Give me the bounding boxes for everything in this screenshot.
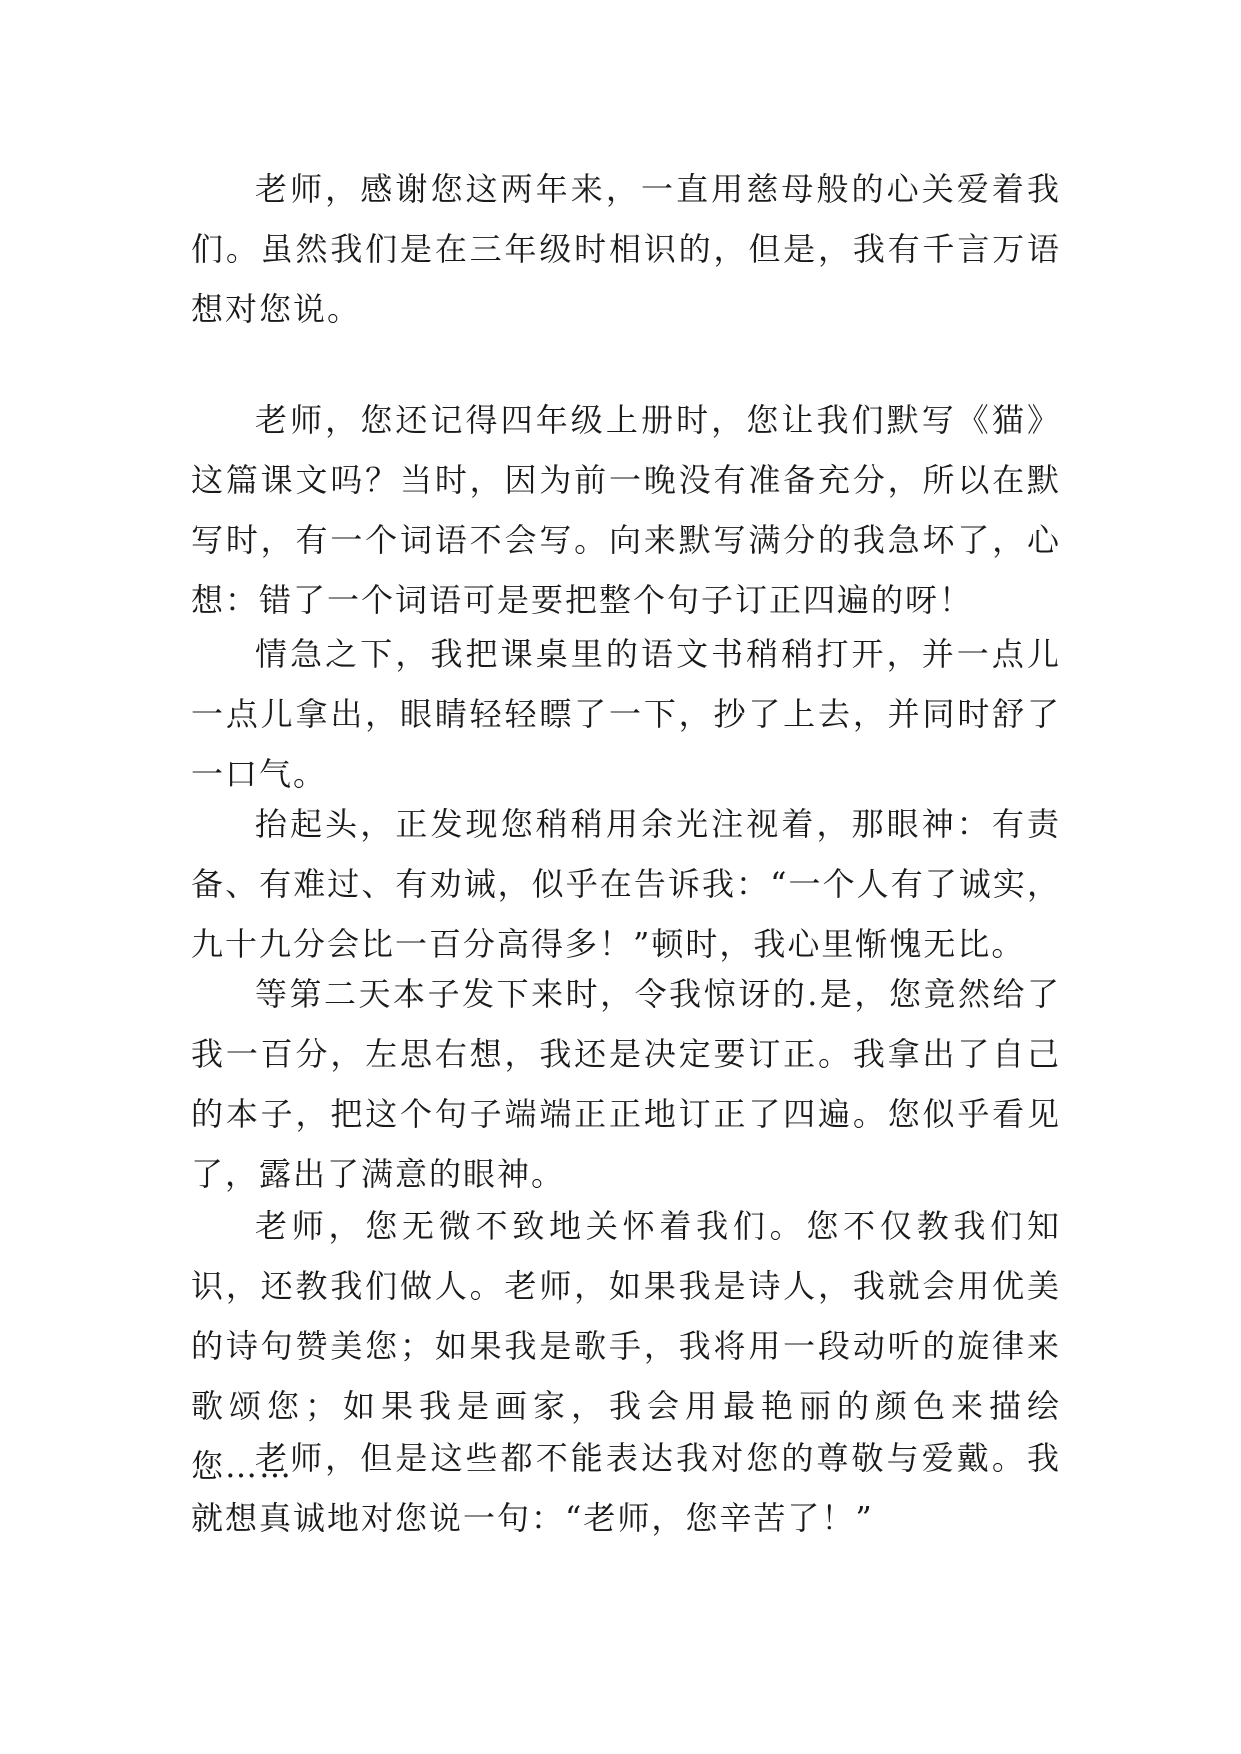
- paragraph-3: 情急之下，我把课桌里的语文书稍稍打开，并一点儿一点儿拿出，眼睛轻轻瞟了一下，抄了上去，并同时舒了一口气。: [191, 635, 1061, 793]
- paragraph-5: 等第二天本子发下来时，令我惊讶的.是，您竟然给了我一百分，左思右想，我还是决定要订正。我拿出了自己的本子，把这个句子端端正正地订正了四遍。您似乎看见了，露出了满意的眼神。: [191, 975, 1061, 1193]
- paragraph-1: 老师，感谢您这两年来，一直用慈母般的心关爱着我们。虽然我们是在三年级时相识的，但是，我有千言万语想对您说。: [191, 170, 1061, 328]
- paragraph-6: 老师，您无微不致地关怀着我们。您不仅教我们知识，还教我们做人。老师，如果我是诗人，我就会用优美的诗句赞美您；如果我是歌手，我将用一段动听的旋律来歌颂您；如果我是画家，我会用最艳丽的颜色来描绘您……: [191, 1207, 1061, 1485]
- paragraph-7: 老师，但是这些都不能表达我对您的尊敬与爱戴。我就想真诚地对您说一句：“老师，您辛苦了！”: [191, 1439, 1061, 1537]
- paragraph-2: 老师，您还记得四年级上册时，您让我们默写《猫》这篇课文吗？当时，因为前一晚没有准备充分，所以在默写时，有一个词语不会写。向来默写满分的我急坏了，心想：错了一个词语可是要把整个句子订正四遍的呀！: [191, 401, 1061, 619]
- paragraph-4: 抬起头，正发现您稍稍用余光注视着，那眼神：有责备、有难过、有劝诫，似乎在告诉我：“一个人有了诚实，九十九分会比一百分高得多！”顿时，我心里惭愧无比。: [191, 805, 1061, 963]
